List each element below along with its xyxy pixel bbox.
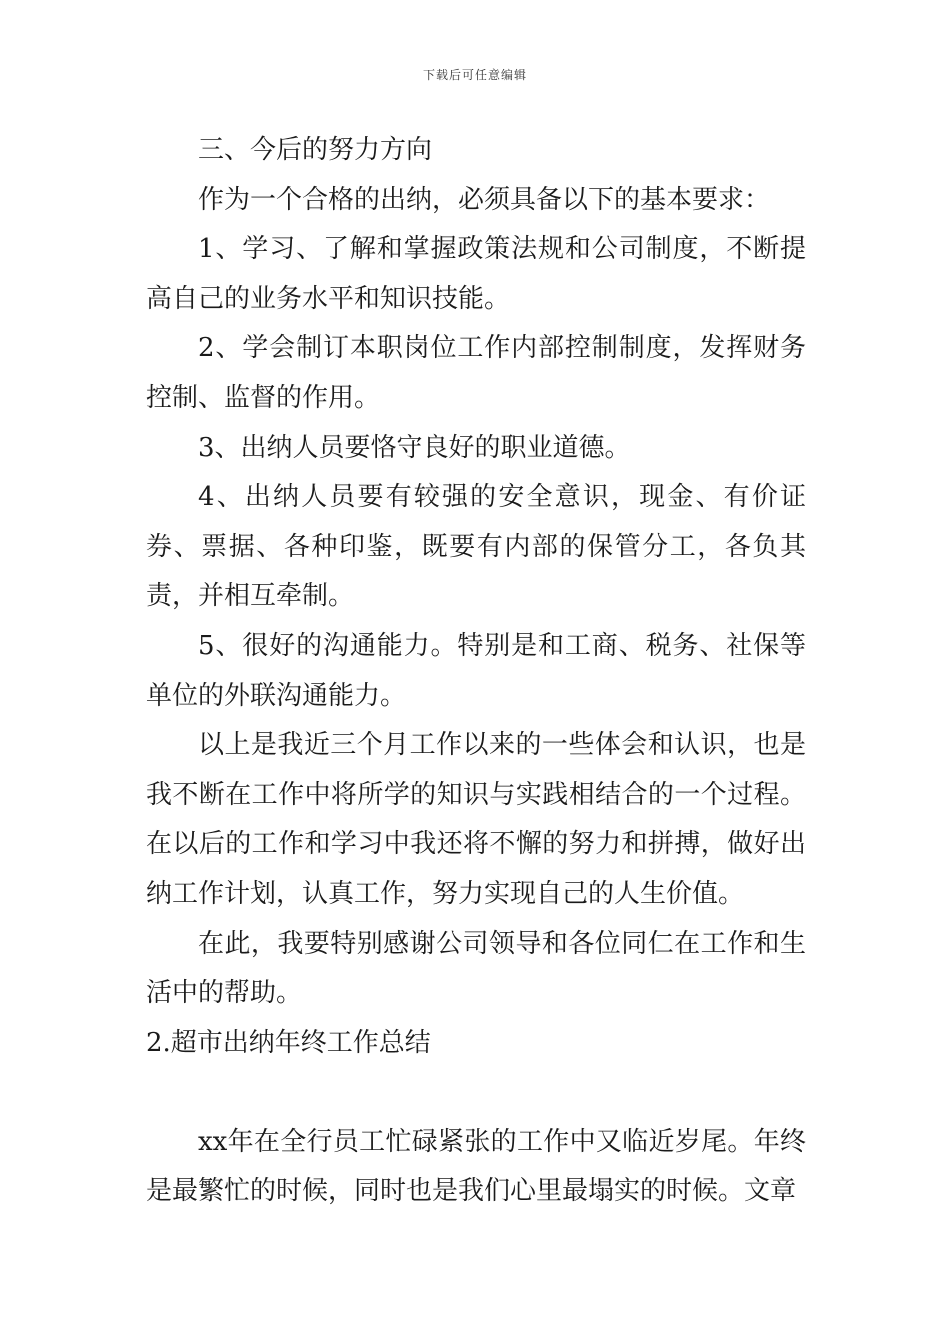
paragraph-summary: 以上是我近三个月工作以来的一些体会和认识，也是我不断在工作中将所学的知识与实践相结合的一个过程。在以后的工作和学习中我还将不懈的努力和拼搏，做好出纳工作计划，认真工作，努力实现自己的人生价值。 — [146, 730, 806, 909]
paragraph-thanks: 在此，我要特别感谢公司领导和各位同仁在工作和生活中的帮助。 — [146, 928, 806, 1009]
paragraph-item-2: 2、学会制订本职岗位工作内部控制制度，发挥财务控制、监督的作用。 — [146, 333, 806, 413]
document-body — [146, 126, 806, 1217]
paragraph-item-3: 3、出纳人员要恪守良好的职业道德。 — [198, 432, 631, 463]
paragraph-item-4: 4、出纳人员要有较强的安全意识，现金、有价证券、票据、各种印鉴，既要有内部的保管分工，各负其责，并相互牵制。 — [146, 482, 806, 612]
paragraph-item-5: 5、很好的沟通能力。特别是和工商、税务、社保等单位的外联沟通能力。 — [146, 630, 806, 711]
paragraph-opening: xx年在全行员工忙碌紧张的工作中又临近岁尾。年终是最繁忙的时候，同时也是我们心里最塌实的时候。文章 — [146, 1126, 806, 1207]
paragraph-item-1: 1、学习、了解和掌握政策法规和公司制度，不断提高自己的业务水平和知识技能。 — [146, 234, 806, 314]
article-title: 2.超市出纳年终工作总结 — [146, 1027, 431, 1058]
paragraph-intro: 作为一个合格的出纳，必须具备以下的基本要求： — [198, 184, 771, 215]
header-note: 下载后可任意编辑 — [422, 68, 527, 82]
section-heading: 三、今后的努力方向 — [198, 135, 433, 165]
blank-line — [146, 1068, 806, 1118]
